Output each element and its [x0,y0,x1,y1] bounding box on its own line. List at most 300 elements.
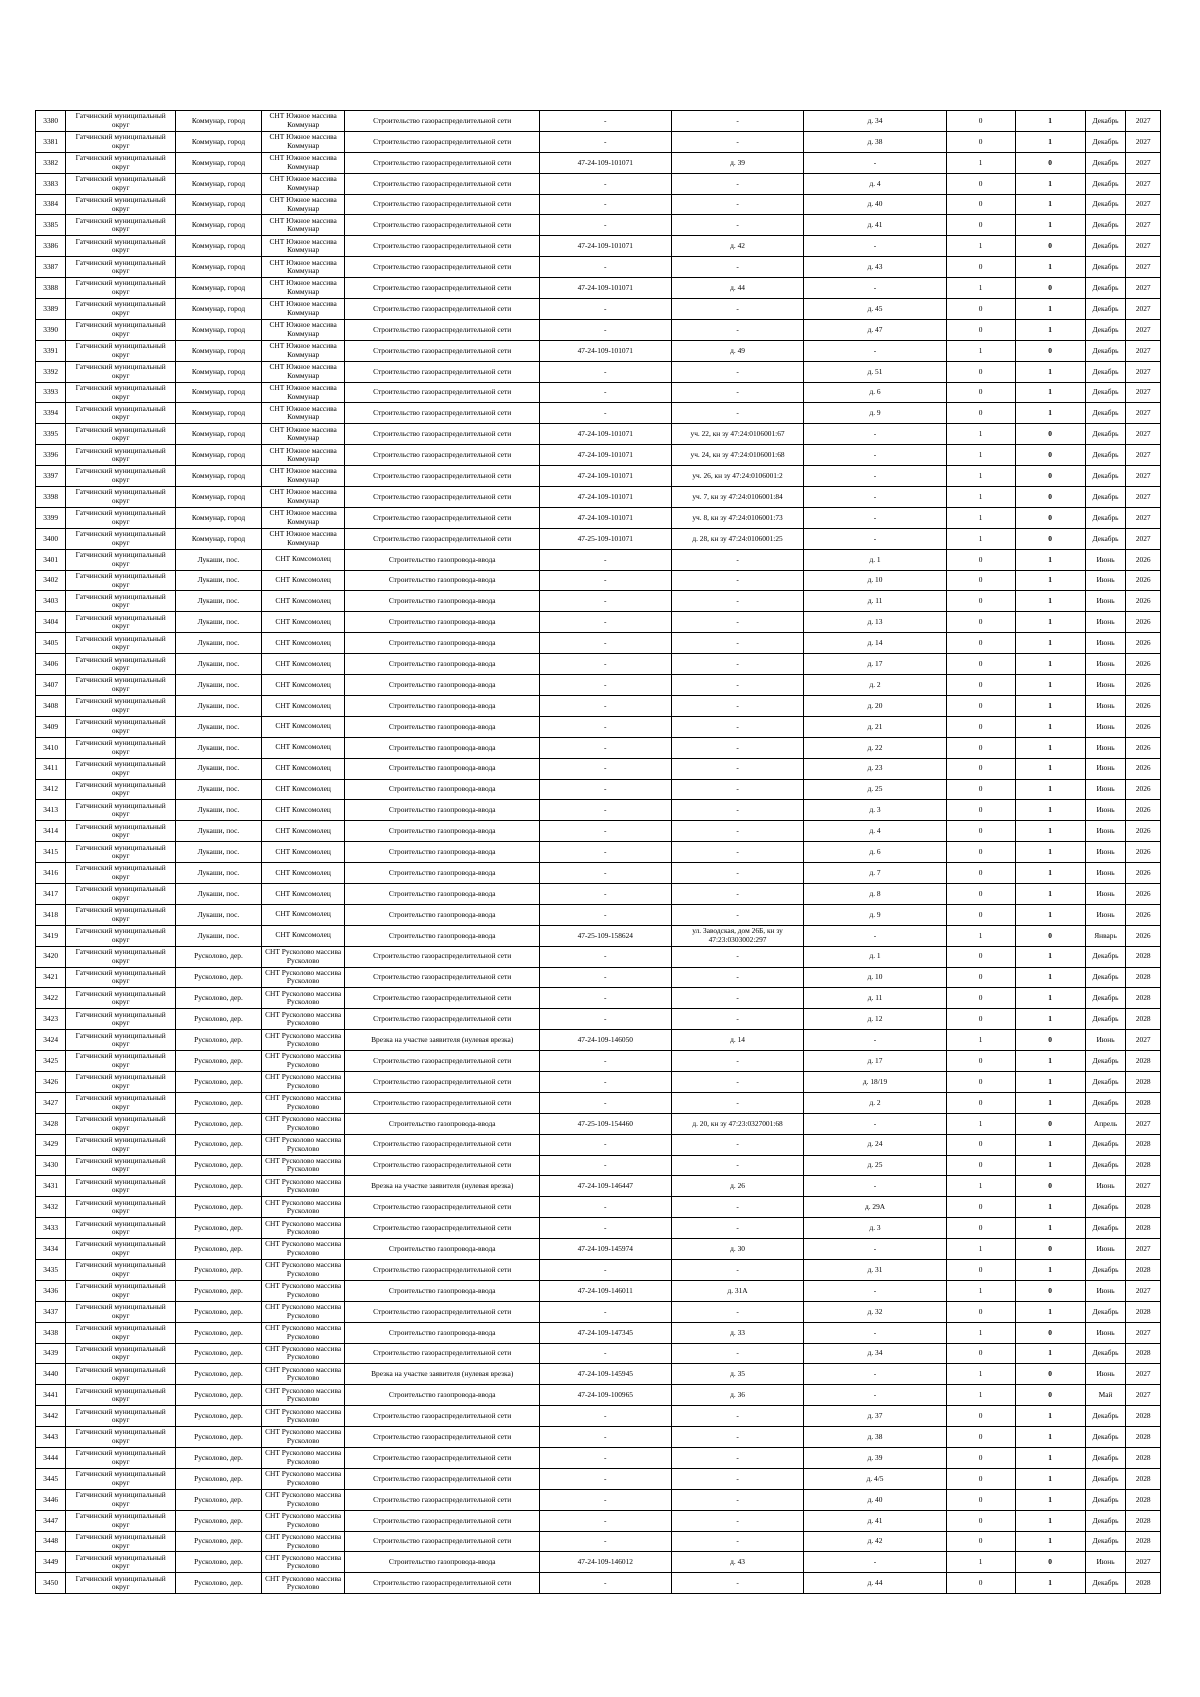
cell-c2: 1 [1015,612,1085,633]
cell-house: д. 10 [804,967,946,988]
cell-c1: 0 [946,779,1015,800]
cell-district: Гатчинский муниципальный округ [66,1071,176,1092]
cell-n: 3412 [36,779,66,800]
cell-house: д. 25 [804,1155,946,1176]
cell-c1: 0 [946,842,1015,863]
cell-year: 2026 [1126,654,1161,675]
cell-c2: 0 [1015,1030,1085,1051]
cell-n: 3444 [36,1448,66,1469]
table-row [36,361,1161,382]
table-row [36,1468,1161,1489]
cell-house: д. 43 [804,257,946,278]
cell-settlement: Лукаши, пос. [176,800,262,821]
cell-house: д. 9 [804,904,946,925]
cell-work: Строительство газораспределительной сети [345,1197,539,1218]
cell-n: 3383 [36,173,66,194]
cell-location: СНТ Комсомолец [261,800,345,821]
cell-month: Июнь [1085,842,1126,863]
cell-work: Строительство газораспределительной сети [345,236,539,257]
table-row [36,1155,1161,1176]
cell-address: д. 30 [671,1239,804,1260]
cell-location: СНТ Русколово массива Русколово [261,1531,345,1552]
cell-c2: 1 [1015,883,1085,904]
cell-location: СНТ Русколово массива Русколово [261,1051,345,1072]
cell-cadastre: - [539,1218,671,1239]
cell-address: - [671,1155,804,1176]
cell-house: д. 40 [804,1489,946,1510]
cell-work: Строительство газораспределительной сети [345,403,539,424]
table-row [36,1406,1161,1427]
cell-house: д. 3 [804,800,946,821]
cell-c1: 1 [946,445,1015,466]
cell-month: Декабрь [1085,1134,1126,1155]
cell-c2: 1 [1015,1009,1085,1030]
cell-c2: 1 [1015,131,1085,152]
cell-district: Гатчинский муниципальный округ [66,1510,176,1531]
cell-c1: 1 [946,528,1015,549]
cell-address: - [671,779,804,800]
cell-house: д. 10 [804,570,946,591]
cell-c1: 0 [946,299,1015,320]
cell-c1: 0 [946,1406,1015,1427]
cell-month: Июнь [1085,883,1126,904]
cell-c1: 0 [946,654,1015,675]
cell-c2: 0 [1015,1239,1085,1260]
cell-year: 2027 [1126,466,1161,487]
table-row [36,1343,1161,1364]
cell-settlement: Русколово, дер. [176,1343,262,1364]
cell-location: СНТ Южное массива Коммунар [261,487,345,508]
cell-n: 3443 [36,1427,66,1448]
cell-n: 3392 [36,361,66,382]
cell-c2: 1 [1015,737,1085,758]
cell-location: СНТ Южное массива Коммунар [261,257,345,278]
cell-work: Строительство газопровода-ввода [345,737,539,758]
table-row [36,111,1161,132]
cell-year: 2026 [1126,779,1161,800]
cell-n: 3387 [36,257,66,278]
cell-district: Гатчинский муниципальный округ [66,1385,176,1406]
cell-n: 3401 [36,549,66,570]
cell-month: Декабрь [1085,382,1126,403]
cell-month: Декабрь [1085,173,1126,194]
cell-address: - [671,591,804,612]
cell-work: Строительство газопровода-ввода [345,633,539,654]
cell-cadastre: 47-24-109-147345 [539,1322,671,1343]
cell-month: Декабрь [1085,1259,1126,1280]
cell-cadastre: - [539,591,671,612]
cell-year: 2027 [1126,340,1161,361]
cell-c1: 0 [946,1051,1015,1072]
cell-cadastre: - [539,1531,671,1552]
cell-work: Строительство газораспределительной сети [345,466,539,487]
cell-year: 2028 [1126,1218,1161,1239]
cell-cadastre: - [539,633,671,654]
cell-cadastre: - [539,1092,671,1113]
cell-year: 2028 [1126,1155,1161,1176]
cell-month: Июнь [1085,591,1126,612]
cell-c2: 0 [1015,278,1085,299]
cell-district: Гатчинский муниципальный округ [66,131,176,152]
cell-c1: 0 [946,1092,1015,1113]
cell-n: 3410 [36,737,66,758]
cell-c1: 0 [946,758,1015,779]
cell-location: СНТ Комсомолец [261,716,345,737]
cell-month: Декабрь [1085,487,1126,508]
cell-address: - [671,1197,804,1218]
cell-location: СНТ Комсомолец [261,612,345,633]
cell-district: Гатчинский муниципальный округ [66,1448,176,1469]
cell-address: - [671,695,804,716]
cell-settlement: Русколово, дер. [176,1051,262,1072]
cell-house: д. 14 [804,633,946,654]
cell-location: СНТ Южное массива Коммунар [261,236,345,257]
table-row [36,1197,1161,1218]
cell-work: Строительство газораспределительной сети [345,1573,539,1594]
cell-year: 2028 [1126,1009,1161,1030]
cell-n: 3423 [36,1009,66,1030]
cell-settlement: Коммунар, город [176,131,262,152]
cell-month: Декабрь [1085,1155,1126,1176]
table-row [36,152,1161,173]
cell-year: 2027 [1126,1385,1161,1406]
table-row [36,340,1161,361]
cell-month: Декабрь [1085,236,1126,257]
cell-settlement: Русколово, дер. [176,1406,262,1427]
cell-cadastre: - [539,675,671,696]
cell-district: Гатчинский муниципальный округ [66,111,176,132]
cell-n: 3424 [36,1030,66,1051]
cell-house: д. 11 [804,988,946,1009]
cell-cadastre: - [539,299,671,320]
cell-cadastre: - [539,1071,671,1092]
cell-settlement: Лукаши, пос. [176,737,262,758]
cell-month: Июнь [1085,800,1126,821]
cell-cadastre: - [539,1573,671,1594]
cell-c2: 1 [1015,904,1085,925]
cell-cadastre: - [539,1448,671,1469]
cell-month: Декабрь [1085,111,1126,132]
cell-house: д. 38 [804,1427,946,1448]
table-row [36,779,1161,800]
cell-month: Июнь [1085,675,1126,696]
cell-address: уч. 8, кн зу 47:24:0106001:73 [671,507,804,528]
cell-address: - [671,1448,804,1469]
cell-c1: 0 [946,695,1015,716]
cell-work: Строительство газопровода-ввода [345,779,539,800]
cell-settlement: Лукаши, пос. [176,716,262,737]
cell-district: Гатчинский муниципальный округ [66,821,176,842]
cell-settlement: Лукаши, пос. [176,549,262,570]
cell-c2: 0 [1015,925,1085,946]
cell-work: Строительство газораспределительной сети [345,1343,539,1364]
cell-location: СНТ Комсомолец [261,821,345,842]
cell-district: Гатчинский муниципальный округ [66,1134,176,1155]
cell-district: Гатчинский муниципальный округ [66,1239,176,1260]
cell-work: Строительство газопровода-ввода [345,1239,539,1260]
cell-month: Июнь [1085,716,1126,737]
cell-house: д. 4 [804,173,946,194]
cell-c1: 0 [946,1301,1015,1322]
cell-address: - [671,612,804,633]
cell-work: Строительство газопровода-ввода [345,654,539,675]
cell-house: д. 8 [804,883,946,904]
cell-location: СНТ Русколово массива Русколово [261,988,345,1009]
cell-settlement: Русколово, дер. [176,1155,262,1176]
table-row [36,633,1161,654]
cell-house: д. 7 [804,863,946,884]
cell-cadastre: - [539,967,671,988]
cell-c2: 1 [1015,1092,1085,1113]
cell-month: Декабрь [1085,1343,1126,1364]
cell-c1: 0 [946,1155,1015,1176]
cell-year: 2027 [1126,236,1161,257]
cell-address: д. 31А [671,1280,804,1301]
cell-work: Строительство газораспределительной сети [345,1301,539,1322]
cell-n: 3414 [36,821,66,842]
cell-c1: 0 [946,1427,1015,1448]
cell-location: СНТ Комсомолец [261,904,345,925]
cell-n: 3391 [36,340,66,361]
table-row [36,131,1161,152]
cell-c2: 1 [1015,173,1085,194]
cell-year: 2028 [1126,1301,1161,1322]
cell-settlement: Лукаши, пос. [176,695,262,716]
cell-c1: 1 [946,1030,1015,1051]
cell-work: Строительство газораспределительной сети [345,1448,539,1469]
cell-location: СНТ Русколово массива Русколово [261,1030,345,1051]
cell-district: Гатчинский муниципальный округ [66,904,176,925]
cell-n: 3417 [36,883,66,904]
cell-location: СНТ Русколово массива Русколово [261,1176,345,1197]
cell-work: Строительство газораспределительной сети [345,424,539,445]
cell-c2: 1 [1015,758,1085,779]
cell-location: СНТ Русколово массива Русколово [261,1468,345,1489]
cell-location: СНТ Русколово массива Русколово [261,1259,345,1280]
cell-n: 3393 [36,382,66,403]
cell-c2: 1 [1015,403,1085,424]
cell-c2: 1 [1015,988,1085,1009]
cell-location: СНТ Южное массива Коммунар [261,173,345,194]
cell-work: Строительство газораспределительной сети [345,1468,539,1489]
cell-house: д. 40 [804,194,946,215]
cell-year: 2027 [1126,1364,1161,1385]
cell-c1: 1 [946,1552,1015,1573]
cell-address: д. 39 [671,152,804,173]
table-row [36,507,1161,528]
cell-address: - [671,1531,804,1552]
cell-c1: 0 [946,570,1015,591]
cell-work: Строительство газораспределительной сети [345,528,539,549]
cell-year: 2026 [1126,904,1161,925]
table-row [36,1573,1161,1594]
cell-cadastre: - [539,131,671,152]
cell-district: Гатчинский муниципальный округ [66,507,176,528]
cell-address: - [671,194,804,215]
cell-settlement: Коммунар, город [176,173,262,194]
cell-address: - [671,883,804,904]
cell-work: Строительство газораспределительной сети [345,173,539,194]
cell-settlement: Русколово, дер. [176,1489,262,1510]
table-row [36,904,1161,925]
cell-year: 2028 [1126,1092,1161,1113]
cell-year: 2027 [1126,131,1161,152]
cell-c2: 1 [1015,716,1085,737]
cell-c2: 1 [1015,800,1085,821]
cell-settlement: Лукаши, пос. [176,612,262,633]
cell-cadastre: - [539,1051,671,1072]
cell-district: Гатчинский муниципальный округ [66,1030,176,1051]
cell-c1: 0 [946,403,1015,424]
cell-c1: 0 [946,863,1015,884]
cell-location: СНТ Русколово массива Русколово [261,967,345,988]
cell-house: - [804,1113,946,1134]
cell-c2: 0 [1015,507,1085,528]
cell-cadastre: 47-24-109-101071 [539,340,671,361]
cell-house: д. 41 [804,1510,946,1531]
cell-n: 3415 [36,842,66,863]
cell-cadastre: 47-24-109-101071 [539,507,671,528]
cell-house: д. 2 [804,1092,946,1113]
cell-month: Декабрь [1085,1489,1126,1510]
cell-month: Декабрь [1085,194,1126,215]
cell-c2: 0 [1015,1113,1085,1134]
cell-settlement: Лукаши, пос. [176,633,262,654]
cell-district: Гатчинский муниципальный округ [66,361,176,382]
cell-c1: 1 [946,1113,1015,1134]
table-row [36,695,1161,716]
cell-n: 3425 [36,1051,66,1072]
cell-house: д. 51 [804,361,946,382]
cell-c2: 1 [1015,570,1085,591]
cell-n: 3419 [36,925,66,946]
cell-district: Гатчинский муниципальный округ [66,737,176,758]
cell-location: СНТ Русколово массива Русколово [261,1343,345,1364]
cell-month: Июнь [1085,1552,1126,1573]
cell-year: 2028 [1126,1573,1161,1594]
table-row [36,278,1161,299]
cell-c2: 0 [1015,424,1085,445]
cell-district: Гатчинский муниципальный округ [66,299,176,320]
cell-location: СНТ Южное массива Коммунар [261,340,345,361]
cell-settlement: Русколово, дер. [176,1468,262,1489]
cell-address: - [671,863,804,884]
table-row [36,1322,1161,1343]
cell-work: Строительство газораспределительной сети [345,1134,539,1155]
cell-cadastre: - [539,382,671,403]
cell-year: 2027 [1126,403,1161,424]
cell-work: Строительство газораспределительной сети [345,1406,539,1427]
cell-district: Гатчинский муниципальный округ [66,591,176,612]
cell-n: 3421 [36,967,66,988]
cell-year: 2027 [1126,528,1161,549]
table-row [36,382,1161,403]
cell-work: Строительство газораспределительной сети [345,507,539,528]
cell-work: Строительство газораспределительной сети [345,1218,539,1239]
cell-work: Строительство газораспределительной сети [345,215,539,236]
cell-c1: 0 [946,737,1015,758]
cell-c1: 0 [946,1531,1015,1552]
cell-district: Гатчинский муниципальный округ [66,883,176,904]
cell-c1: 0 [946,1071,1015,1092]
cell-cadastre: - [539,737,671,758]
cell-house: д. 22 [804,737,946,758]
cell-address: - [671,319,804,340]
cell-year: 2027 [1126,361,1161,382]
table-row [36,1448,1161,1469]
cell-n: 3441 [36,1385,66,1406]
cell-year: 2027 [1126,1113,1161,1134]
cell-c1: 0 [946,716,1015,737]
cell-cadastre: 47-25-109-158624 [539,925,671,946]
cell-settlement: Коммунар, город [176,382,262,403]
cell-settlement: Русколово, дер. [176,967,262,988]
cell-house: - [804,1364,946,1385]
cell-c2: 0 [1015,340,1085,361]
cell-n: 3416 [36,863,66,884]
cell-cadastre: 47-24-109-146447 [539,1176,671,1197]
cell-cadastre: - [539,1134,671,1155]
cell-location: СНТ Русколово массива Русколово [261,1218,345,1239]
cell-location: СНТ Русколово массива Русколово [261,1113,345,1134]
cell-district: Гатчинский муниципальный округ [66,1176,176,1197]
cell-work: Строительство газораспределительной сети [345,1009,539,1030]
cell-work: Строительство газораспределительной сети [345,988,539,1009]
cell-c1: 0 [946,1510,1015,1531]
cell-n: 3422 [36,988,66,1009]
cell-district: Гатчинский муниципальный округ [66,1218,176,1239]
cell-cadastre: - [539,612,671,633]
cell-n: 3420 [36,946,66,967]
table-row [36,737,1161,758]
table-row [36,1531,1161,1552]
cell-address: - [671,549,804,570]
cell-address: д. 49 [671,340,804,361]
cell-house: д. 6 [804,842,946,863]
cell-c1: 1 [946,236,1015,257]
cell-work: Строительство газопровода-ввода [345,1552,539,1573]
cell-c2: 1 [1015,967,1085,988]
cell-work: Строительство газораспределительной сети [345,319,539,340]
table-row [36,758,1161,779]
cell-house: - [804,340,946,361]
cell-work: Строительство газораспределительной сети [345,1155,539,1176]
cell-c1: 0 [946,904,1015,925]
cell-month: Декабрь [1085,1009,1126,1030]
cell-district: Гатчинский муниципальный округ [66,1301,176,1322]
table-row [36,1113,1161,1134]
cell-c1: 0 [946,257,1015,278]
cell-n: 3413 [36,800,66,821]
cell-district: Гатчинский муниципальный округ [66,1468,176,1489]
cell-work: Строительство газораспределительной сети [345,299,539,320]
cell-work: Врезка на участке заявителя (нулевая врезка) [345,1176,539,1197]
cell-c1: 0 [946,1218,1015,1239]
cell-c1: 0 [946,675,1015,696]
cell-house: д. 34 [804,1343,946,1364]
cell-settlement: Коммунар, город [176,194,262,215]
cell-c1: 0 [946,1573,1015,1594]
cell-c1: 0 [946,1134,1015,1155]
cell-work: Строительство газораспределительной сети [345,340,539,361]
cell-address: - [671,111,804,132]
cell-cadastre: - [539,946,671,967]
cell-work: Строительство газораспределительной сети [345,361,539,382]
cell-location: СНТ Комсомолец [261,842,345,863]
cell-address: - [671,215,804,236]
cell-location: СНТ Комсомолец [261,633,345,654]
cell-district: Гатчинский муниципальный округ [66,194,176,215]
